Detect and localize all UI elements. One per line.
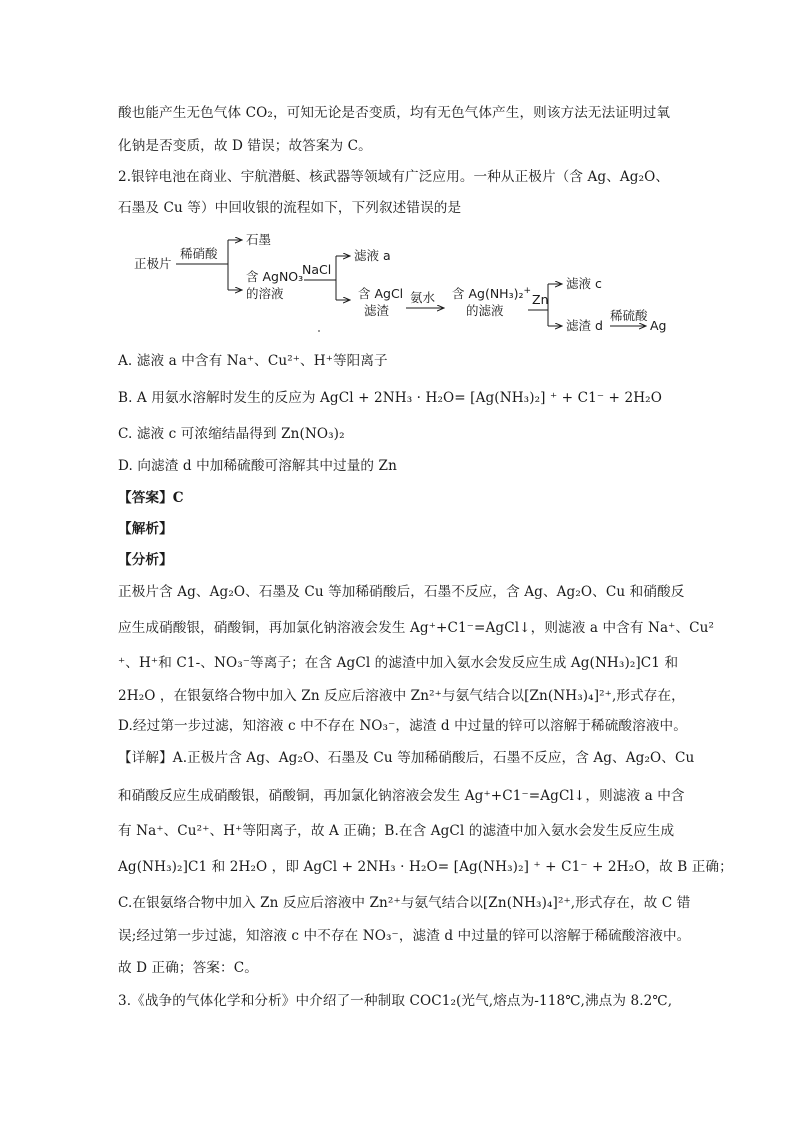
option-d: D. 向滤渣 d 中加稀硫酸可溶解其中过量的 Zn: [118, 458, 397, 474]
text-line: 酸也能产生无色气体 CO₂，可知无论是否变质，均有无色气体产生，则该方法无法证明过氧: [118, 105, 671, 121]
question-2-stem: 2.银锌电池在商业、宇航潜艇、核武器等领域有广泛应用。一种从正极片（含 Ag、Ag₂O、: [118, 169, 670, 185]
option-b: B. A 用氨水溶解时发生的反应为 AgCl + 2NH₃ · H₂O= [Ag(NH₃)₂] ⁺ + C1⁻ + 2H₂O: [118, 390, 662, 406]
flow-reagent-3: 氨水: [410, 290, 436, 305]
analysis-heading: 【解析】: [118, 521, 173, 537]
detail-line: 有 Na⁺、Cu²⁺、H⁺等阳离子，故 A 正确；B.在含 AgCl 的滤渣中加入氨水会发生反应生成: [118, 823, 675, 839]
flow-agno3-line1: 含 AgNO₃: [246, 269, 304, 284]
fenxi-heading: 【分析】: [118, 552, 173, 568]
detail-line: Ag(NH₃)₂]C1 和 2H₂O ，即 AgCl + 2NH₃ · H₂O= [Ag(NH₃)₂] ⁺ + C1⁻ + 2H₂O，故 B 正确；: [118, 859, 733, 875]
flow-graphite: 石墨: [246, 232, 272, 247]
analysis-line: D.经过第一步过滤，知溶液 c 中不存在 NO₃⁻，滤渣 d 中过量的锌可以溶解于稀硫酸溶液中。: [118, 718, 687, 734]
recovery-flowchart: [118, 228, 678, 348]
text-line: 化钠是否变质，故 D 错误；故答案为 C。: [118, 138, 372, 154]
detail-line: 和硝酸反应生成硝酸银，硝酸铜，再加氯化钠溶液会发生 Ag⁺+C1⁻=AgCl↓，则滤液 a 中含: [118, 788, 685, 804]
flow-reagent-4: Zn: [532, 292, 549, 307]
detail-line: C.在银氨络合物中加入 Zn 反应后溶液中 Zn²⁺与氨气结合以[Zn(NH₃)₄]²⁺,形式存在，故 C 错: [118, 895, 691, 911]
detail-line: 【详解】A.正极片含 Ag、Ag₂O、石墨及 Cu 等加稀硝酸后，石墨不反应，含 Ag、Ag₂O、Cu: [118, 750, 695, 766]
flow-reagent-5: 稀硫酸: [610, 308, 648, 323]
detail-line: 误;经过第一步过滤，知溶液 c 中不存在 NO₃⁻，滤渣 d 中过量的锌可以溶解于稀硫酸溶液中。: [118, 928, 691, 944]
flow-complex-line2: 的滤液: [466, 303, 504, 318]
flow-product: Ag: [650, 318, 667, 333]
analysis-line: ⁺、H⁺和 C1-、NO₃⁻等离子；在含 AgCl 的滤渣中加入氨水会发反应生成 Ag(NH₃)₂]C1 和: [118, 655, 679, 671]
flow-start: 正极片: [134, 256, 172, 271]
option-a: A. 滤液 a 中含有 Na⁺、Cu²⁺、H⁺等阳离子: [118, 353, 388, 369]
flow-filtrate-c: 滤液 c: [566, 276, 602, 291]
flow-filtrate-a: 滤液 a: [354, 248, 391, 263]
analysis-line: 正极片含 Ag、Ag₂O、石墨及 Cu 等加稀硝酸后，石墨不反应，含 Ag、Ag₂O、Cu 和硝酸反: [118, 584, 685, 600]
question-2-stem: 石墨及 Cu 等）中回收银的流程如下，下列叙述错误的是: [118, 200, 462, 216]
analysis-line: 应生成硝酸银，硝酸铜，再加氯化钠溶液会发生 Ag⁺+C1⁻=AgCl↓，则滤液 a 中含有 Na⁺、Cu²: [118, 620, 715, 636]
question-3-stem: 3.《战争的气体化学和分析》中介绍了一种制取 COC1₂(光气,熔点为-118℃,沸点为 8.2℃,: [118, 993, 673, 1009]
option-c: C. 滤液 c 可浓缩结晶得到 Zn(NO₃)₂: [118, 426, 345, 442]
scan-dot: [318, 330, 320, 332]
answer-heading: 【答案】C: [118, 490, 184, 506]
detail-line: 故 D 正确；答案：C。: [118, 960, 258, 976]
flow-complex-line1: 含 Ag(NH₃)₂+: [452, 286, 532, 301]
flow-agno3-line2: 的溶液: [246, 286, 284, 301]
flow-residue-d: 滤渣 d: [566, 318, 603, 333]
flow-reagent-1: 稀硝酸: [180, 246, 218, 261]
flow-agcl-line1: 含 AgCl: [358, 286, 404, 301]
flow-reagent-2: NaCl: [302, 262, 332, 277]
analysis-line: 2H₂O ，在银氨络合物中加入 Zn 反应后溶液中 Zn²⁺与氨气结合以[Zn(NH₃)₄]²⁺,形式存在，: [118, 688, 685, 704]
flow-agcl-line2: 滤渣: [364, 303, 390, 318]
